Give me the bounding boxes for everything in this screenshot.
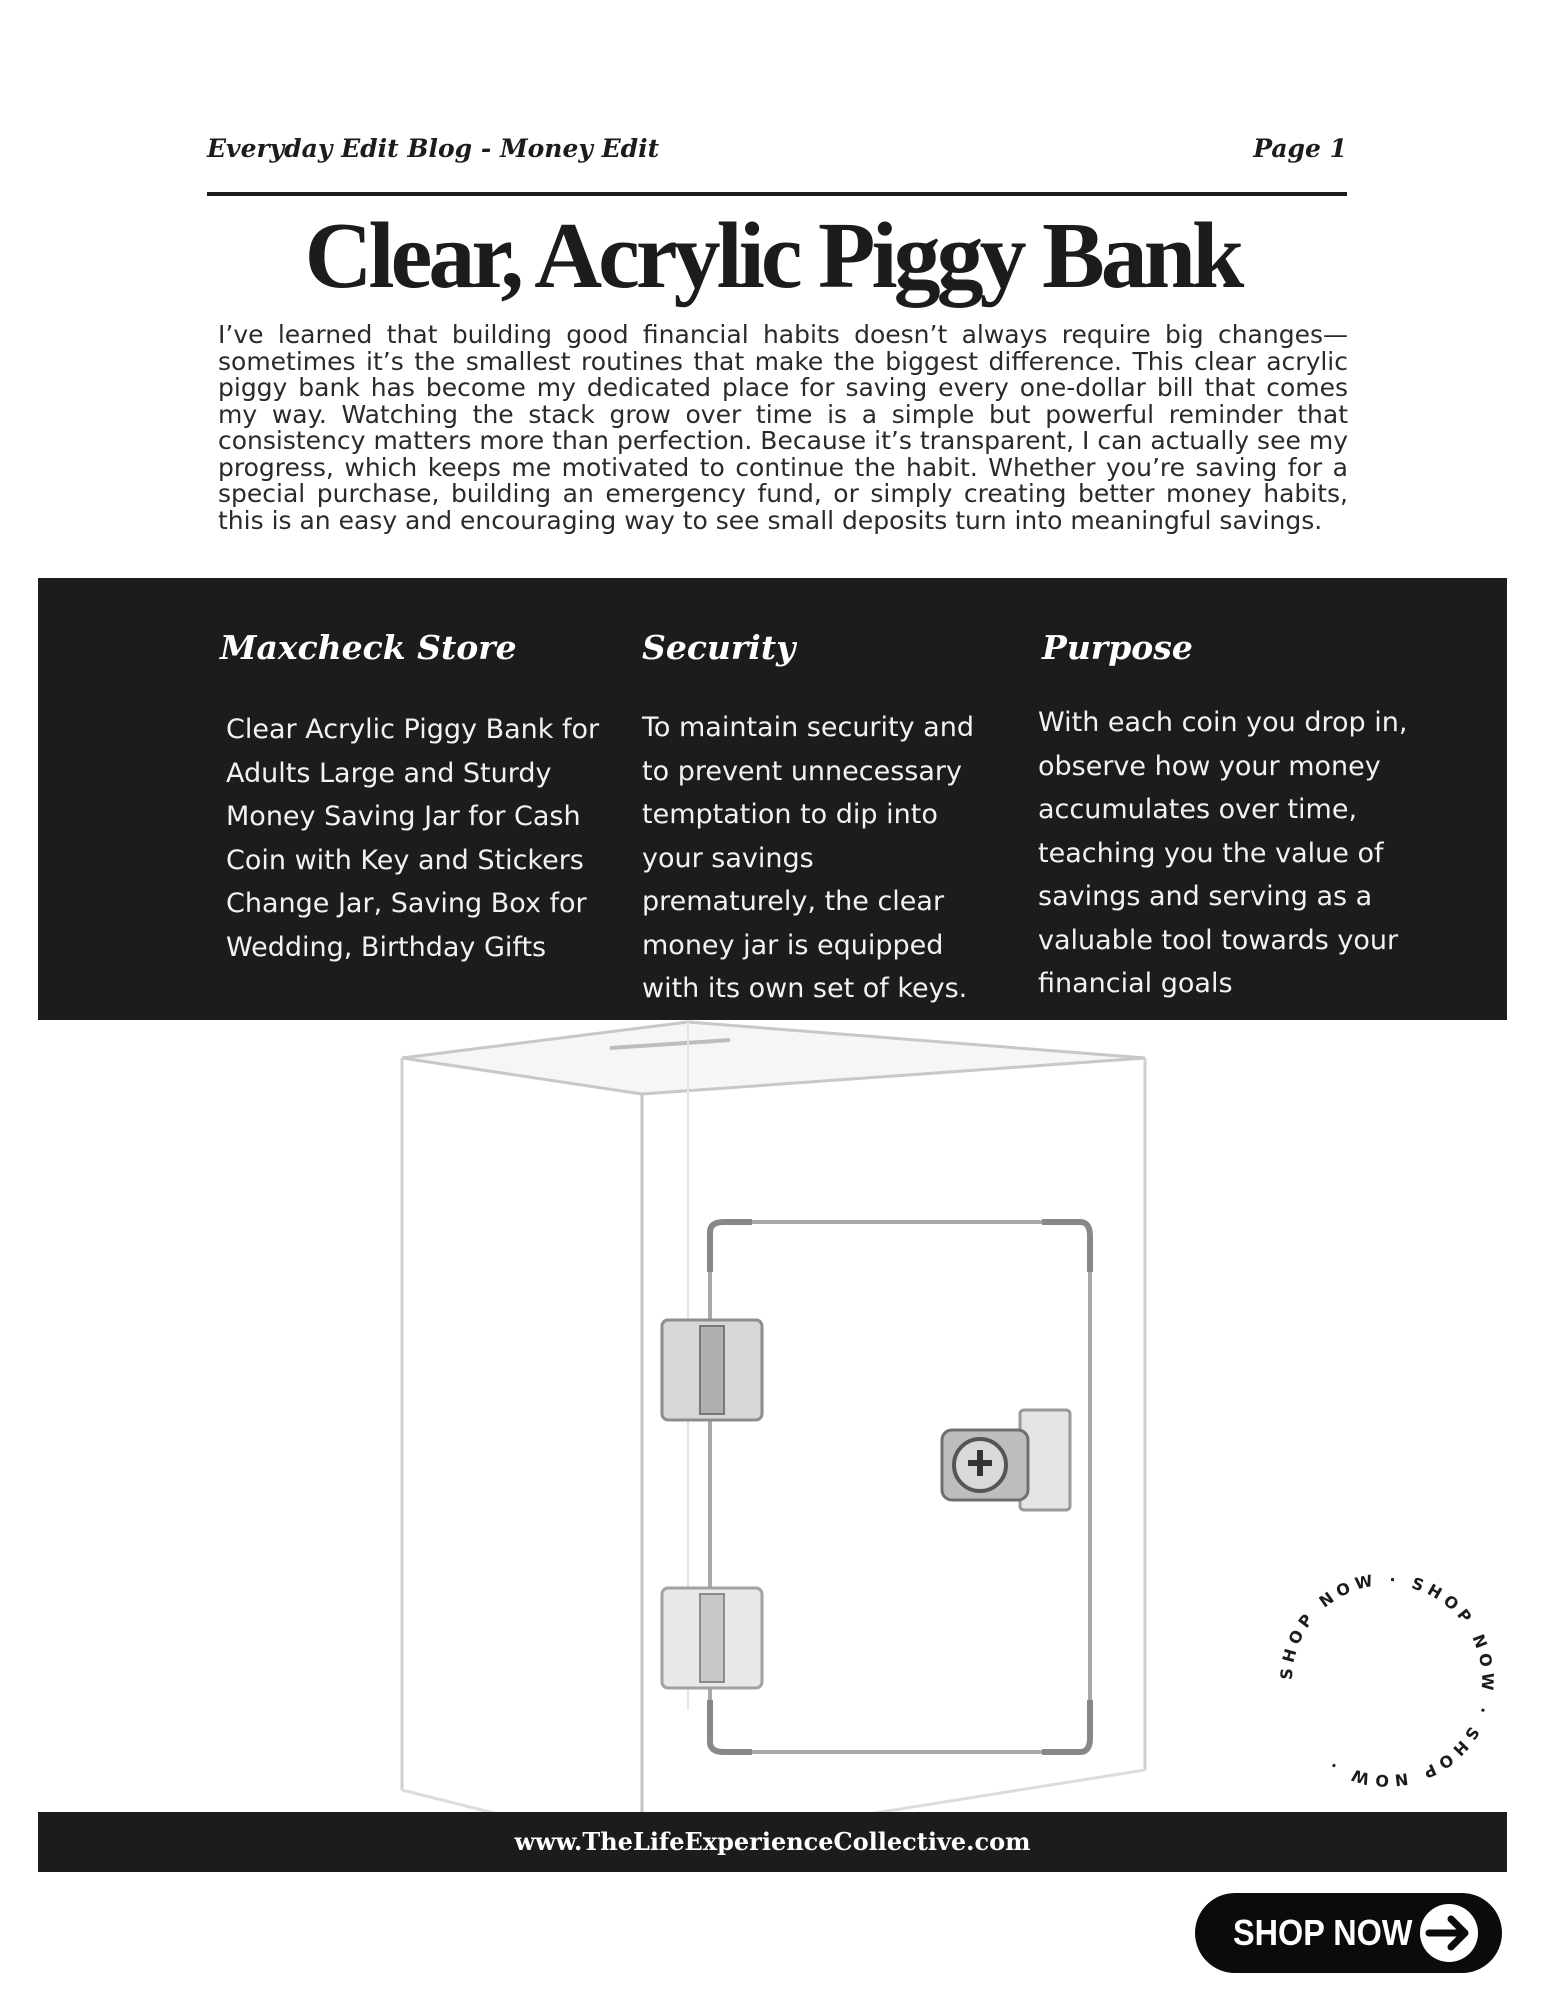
shop-now-button[interactable] xyxy=(1195,1893,1502,1973)
column-security xyxy=(642,628,974,1004)
column-store xyxy=(220,628,600,963)
website-link[interactable]: www.TheLifeExperienceCollective.com xyxy=(514,1827,1031,1856)
column-purpose xyxy=(1038,628,1408,999)
page-number: Page 1 xyxy=(1253,134,1347,163)
blog-name: Everyday Edit Blog - Money Edit xyxy=(207,134,660,163)
footer-band xyxy=(38,1812,1507,1872)
column-heading: Security xyxy=(642,628,796,667)
column-heading: Purpose xyxy=(1042,628,1193,667)
column-body: Clear Acrylic Piggy Bank for Adults Large and Sturdy Money Saving Jar for Cash Coin with Key and Stickers Change Jar, Saving Box for Wedding, Birthday Gifts xyxy=(226,714,600,963)
lock-icon xyxy=(942,1410,1070,1510)
column-heading: Maxcheck Store xyxy=(220,628,517,667)
svg-text:SHOP NOW · SHOP NOW · SHOP NOW xyxy=(1277,1570,1498,1790)
shop-now-circle-badge[interactable] xyxy=(1262,1555,1512,1805)
article-title: Clear, Acrylic Piggy Bank xyxy=(304,204,1241,308)
article-intro: I’ve learned that building good financial habits doesn’t always require big changes—sometimes it’s the smallest routines that make the biggest difference. This clear acrylic piggy bank has become my dedicated place for saving every one-dollar bill that comes my way. Watching the stack grow over time is a simple but powerful reminder that consistency matters more than perfection. Because it’s transparent, I can actually see my progress, which keeps me motivated to continue the habit. Whether you’re saving for a special purchase, building an emergency fund, or simply creating better money habits, this is an easy and encouraging way to see small deposits turn into meaningful savings. xyxy=(218,320,1348,535)
shop-now-label: SHOP NOW xyxy=(1233,1912,1413,1953)
badge-text: SHOP NOW · SHOP NOW · SHOP NOW · xyxy=(1276,1569,1498,1791)
arrow-right-circle-icon xyxy=(1417,1901,1481,1965)
page-header xyxy=(207,134,1347,174)
column-body: With each coin you drop in, observe how your money accumulates over time, teaching you the value of savings and serving as a valuable tool towards your financial goals xyxy=(1038,707,1408,999)
column-body: To maintain security and to prevent unnecessary temptation to dip into your savings prematurely, the clear money jar is equipped with its own set of keys. xyxy=(642,712,974,1004)
